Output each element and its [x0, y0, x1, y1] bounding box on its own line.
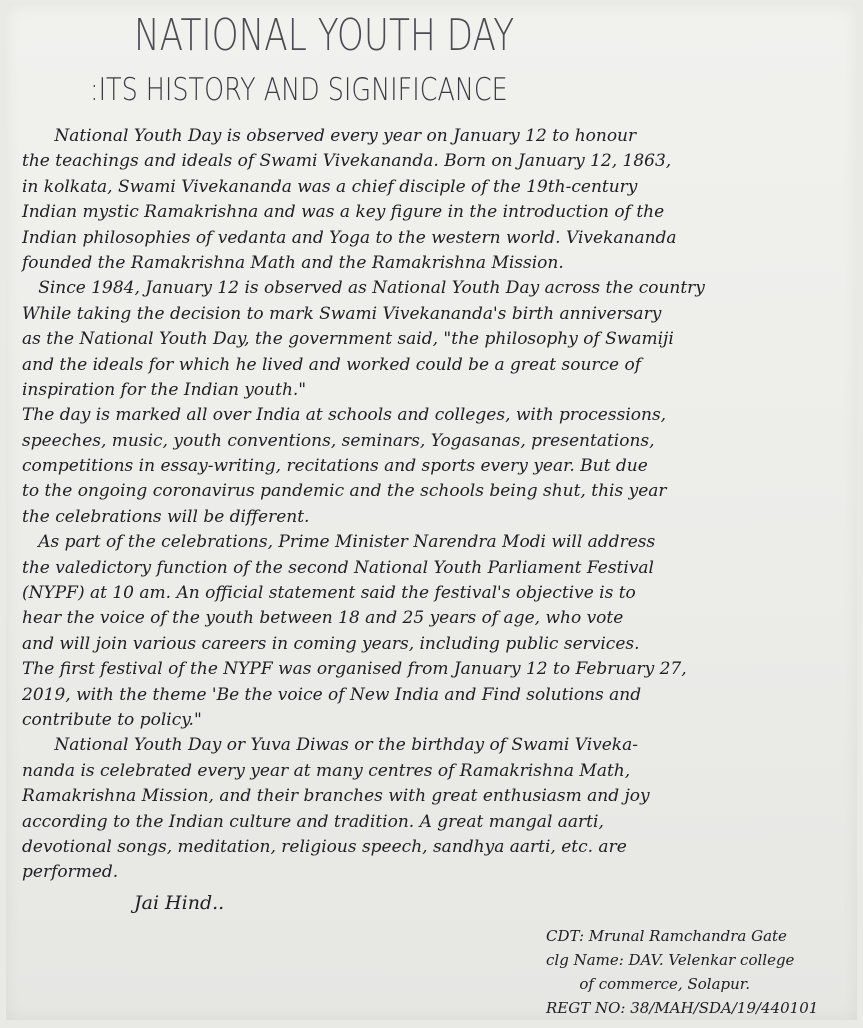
author-signature-block	[546, 924, 856, 1020]
college-name: clg Name: DAV. Velenkar college	[546, 951, 795, 969]
college-location: of commerce, Solapur.	[546, 975, 751, 993]
essay-line: devotional songs, meditation, religious speech, sandhya aarti, etc. are	[22, 836, 627, 857]
essay-line: the valedictory function of the second National Youth Parliament Festival	[22, 557, 654, 578]
essay-line: and the ideals for which he lived and worked could be a great source of	[22, 354, 642, 375]
essay-line: The day is marked all over India at schools and colleges, with processions,	[22, 405, 667, 426]
essay-line: the celebrations will be different.	[22, 506, 310, 527]
page-subtitle: :ITS HISTORY AND SIGNIFICANCE	[90, 72, 508, 108]
essay-line: speeches, music, youth conventions, seminars, Yogasanas, presentations,	[22, 430, 655, 451]
essay-line: performed.	[22, 862, 119, 883]
handwritten-page	[6, 4, 857, 1020]
essay-line: and will join various careers in coming years, including public services.	[22, 633, 640, 654]
author-name: CDT: Mrunal Ramchandra Gate	[546, 927, 787, 945]
essay-line: Since 1984, January 12 is observed as National Youth Day across the country	[22, 278, 705, 299]
essay-line: National Youth Day or Yuva Diwas or the birthday of Swami Viveka-	[22, 735, 638, 756]
essay-line: 2019, with the theme 'Be the voice of New India and Find solutions and	[22, 684, 642, 705]
essay-line: As part of the celebrations, Prime Minister Narendra Modi will address	[22, 532, 656, 553]
essay-line: Indian mystic Ramakrishna and was a key figure in the introduction of the	[22, 202, 665, 223]
essay-line: inspiration for the Indian youth."	[22, 379, 307, 400]
essay-line: as the National Youth Day, the government said, "the philosophy of Swamiji	[22, 329, 674, 350]
essay-line: While taking the decision to mark Swami Vivekananda's birth anniversary	[22, 303, 662, 324]
essay-line: the teachings and ideals of Swami Vivekananda. Born on January 12, 1863,	[22, 151, 672, 172]
essay-line: according to the Indian culture and tradition. A great mangal aarti,	[22, 811, 604, 832]
essay-line: in kolkata, Swami Vivekananda was a chief disciple of the 19th-century	[22, 176, 638, 197]
essay-line: National Youth Day is observed every year on January 12 to honour	[22, 126, 637, 146]
sign-off: Jai Hind..	[134, 892, 225, 914]
essay-body	[22, 124, 858, 886]
essay-line: The first festival of the NYPF was organised from January 12 to February 27,	[22, 659, 687, 680]
essay-line: (NYPF) at 10 am. An official statement said the festival's objective is to	[22, 583, 636, 604]
essay-line: Ramakrishna Mission, and their branches with great enthusiasm and joy	[22, 786, 650, 807]
essay-line: hear the voice of the youth between 18 and 25 years of age, who vote	[22, 608, 624, 629]
essay-line: founded the Ramakrishna Math and the Ramakrishna Mission.	[22, 252, 564, 273]
page-title: NATIONAL YOUTH DAY	[134, 10, 515, 61]
essay-line: nanda is celebrated every year at many centres of Ramakrishna Math,	[22, 760, 631, 781]
registration-number: REGT NO: 38/MAH/SDA/19/440101	[546, 999, 819, 1017]
essay-line: competitions in essay-writing, recitations and sports every year. But due	[22, 456, 648, 477]
essay-line: contribute to policy."	[22, 709, 202, 730]
essay-line: to the ongoing coronavirus pandemic and the schools being shut, this year	[22, 481, 667, 502]
essay-line: Indian philosophies of vedanta and Yoga to the western world. Vivekananda	[22, 227, 677, 248]
